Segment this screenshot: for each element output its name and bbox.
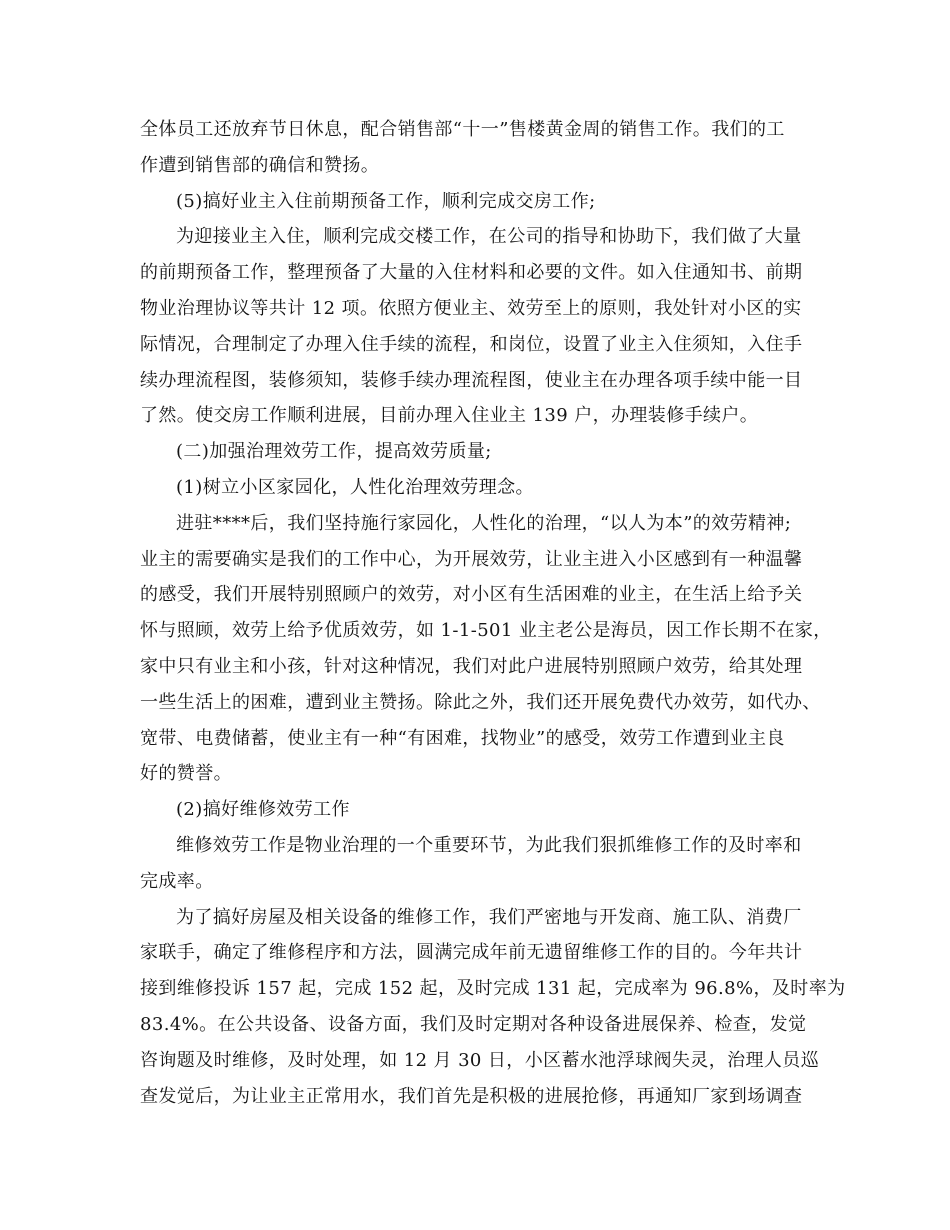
text-line: 际情况，合理制定了办理入住手续的流程，和岗位，设置了业主入住须知，入住手 [140,333,803,355]
text-line: 续办理流程图，装修须知，装修手续办理流程图，使业主在办理各项手续中能一目 [140,369,803,391]
text-line: 宽带、电费储蓄，使业主有一种“有困难，找物业”的感受，效劳工作遭到业主良 [140,727,785,749]
text-line: 维修效劳工作是物业治理的一个重要环节，为此我们狠抓维修工作的及时率和 [176,834,802,856]
text-line: 了然。使交房工作顺利进展，目前办理入住业主 139 户，办理装修手续户。 [140,405,759,427]
text-line: (5)搞好业主入住前期预备工作，顺利完成交房工作; [176,190,596,212]
text-line: 业主的需要确实是我们的工作中心，为开展效劳，让业主进入小区感到有一种温馨 [140,548,803,570]
text-line: 为了搞好房屋及相关设备的维修工作，我们严密地与开发商、施工队、消费厂 [176,906,802,928]
document-body [140,112,846,1114]
text-line: 接到维修投诉 157 起，完成 152 起，及时完成 131 起，完成率为 96.8%，及时率为 [140,978,846,1000]
text-line: 完成率。 [140,870,214,892]
text-line: 83.4%。在公共设备、设备方面，我们及时定期对各种设备进展保养、检查，发觉 [140,1013,807,1035]
text-line: 作遭到销售部的确信和赞扬。 [140,154,380,176]
text-line: 查发觉后，为让业主正常用水，我们首先是积极的进展抢修，再通知厂家到场调查 [140,1085,803,1107]
text-line: (1)树立小区家园化，人性化治理效劳理念。 [176,476,534,498]
text-line: 为迎接业主入住，顺利完成交楼工作，在公司的指导和协助下，我们做了大量 [176,226,802,248]
text-line: 好的赞誉。 [140,763,232,785]
text-line: (2)搞好维修效劳工作 [176,799,350,821]
text-line: 咨询题及时维修，及时处理，如 12 月 30 日，小区蓄水池浮球阀失灵，治理人员巡 [140,1049,820,1071]
text-line: 家联手，确定了维修程序和方法，圆满完成年前无遗留维修工作的目的。今年共计 [140,942,803,964]
text-line: 物业治理协议等共计 12 项。依照方便业主、效劳至上的原则，我处针对小区的实 [140,297,802,319]
text-line: 进驻****后，我们坚持施行家园化，人性化的治理，“以人为本”的效劳精神; [176,512,792,534]
text-line: 的感受，我们开展特别照顾户的效劳，对小区有生活困难的业主，在生活上给予关 [140,584,803,606]
text-line: 全体员工还放弃节日休息，配合销售部“十一”售楼黄金周的销售工作。我们的工 [140,119,785,140]
text-line: 一些生活上的困难，遭到业主赞扬。除此之外，我们还开展免费代办效劳，如代办、 [140,691,821,713]
text-line: 的前期预备工作，整理预备了大量的入住材料和必要的文件。如入住通知书、前期 [140,262,803,284]
text-line: 怀与照顾，效劳上给予优质效劳，如 1-1-501 业主老公是海员，因工作长期不在家， [140,620,832,642]
text-line: 家中只有业主和小孩，针对这种情况，我们对此户进展特别照顾户效劳，给其处理 [140,655,803,677]
text-line: (二)加强治理效劳工作，提高效劳质量; [176,441,492,463]
